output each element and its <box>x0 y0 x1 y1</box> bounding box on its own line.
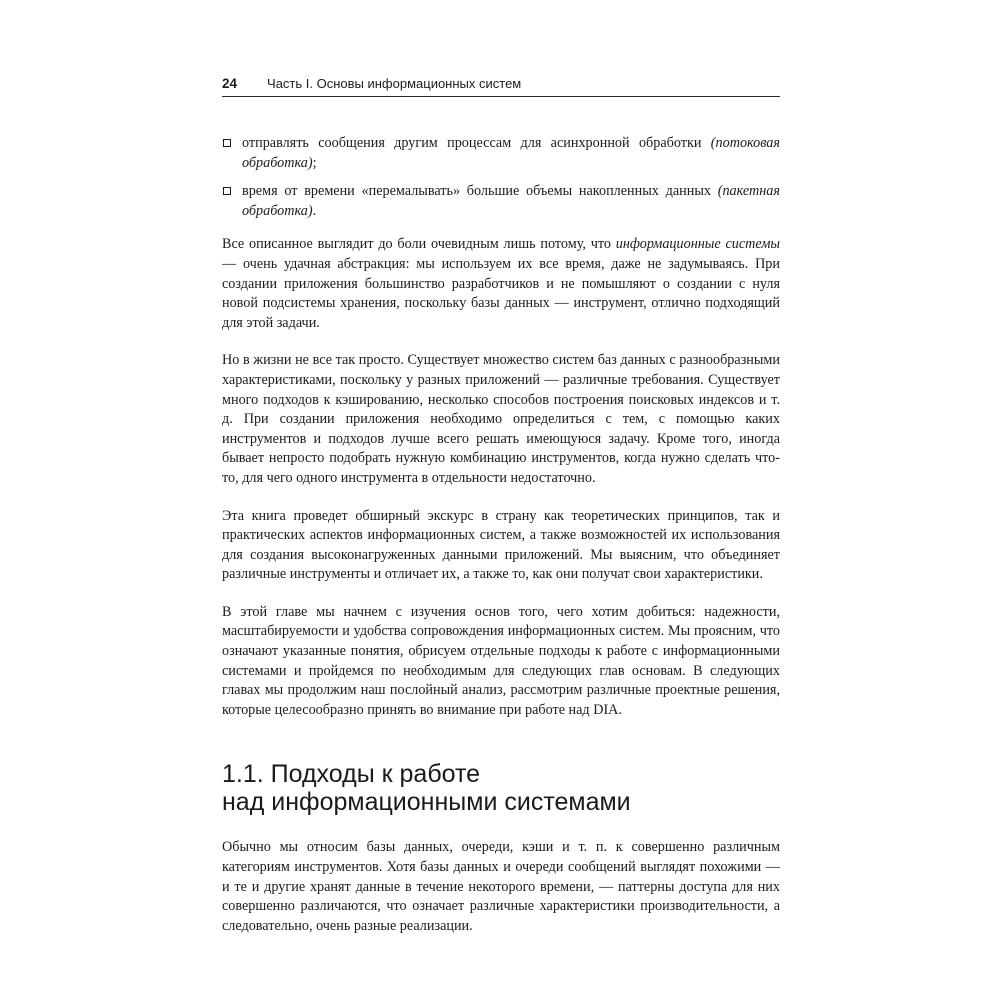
page-number: 24 <box>222 76 238 91</box>
bullet-text: время от времени «перемалывать» большие объемы накопленных данных <box>242 183 718 200</box>
section-heading <box>222 760 780 816</box>
bullet-tail: ; <box>312 154 317 171</box>
list-item <box>222 134 780 173</box>
running-header <box>222 70 780 97</box>
paragraph-1-text-a: Все описанное выглядит до боли очевидным лишь потому, что <box>222 236 616 253</box>
bullet-italic: (пакетная обработка) <box>242 183 780 219</box>
paragraph-1-text-b: — очень удачная абстракция: мы используем их все время, даже не задумываясь. При создании приложения большинство разработчиков и не помышляют о создании с нуля новой подсистемы хранения, поскольку базы данных — инструмент, отлично подходящий для этой задачи. <box>222 255 780 331</box>
section-heading-line-1: 1.1. Подходы к работе <box>222 760 481 789</box>
paragraph-1-emphasis: информационные системы <box>615 236 780 253</box>
book-page <box>222 70 780 954</box>
section-heading-line-2: над информационными системами <box>222 788 631 817</box>
paragraph-2: Но в жизни не все так просто. Существует множество систем баз данных с разнообразными характеристиками, поскольку у разных приложений — различные требования. Существует много подходов к кэшированию, несколько способов построения поисковых индексов и т. д. При создании приложения необходимо определиться с тем, с помощью каких инструментов и подходов лучше всего решать имеющуюся задачу. Кроме того, иногда бывает непросто подобрать нужную комбинацию инструментов, когда нужно сделать что-то, для чего одного инструмента в отдельности недостаточно. <box>222 352 780 486</box>
paragraph-1 <box>222 235 780 333</box>
checkbox-bullet-icon <box>223 139 231 147</box>
paragraph-3: Эта книга проведет обширный экскурс в страну как теоретических принципов, так и практических аспектов информационных систем, а также возможностей их использования для создания высоконагруженных данными приложений. Мы выясним, что объединяет различные инструменты и отличает их, а также то, как они получат свои характеристики. <box>222 507 780 583</box>
page-body <box>222 134 780 936</box>
checkbox-bullet-icon <box>223 187 231 195</box>
bullet-italic: (потоковая обработка) <box>242 135 780 171</box>
bullet-text: отправлять сообщения другим процессам для асинхронной обработки <box>242 135 711 151</box>
paragraph-5: Обычно мы относим базы данных, очереди, кэши и т. п. к совершенно различным категориям инструментов. Хотя базы данных и очереди сообщений выглядят похожими — и те и другие хранят данные в течение некоторого времени, — паттерны доступа для них совершенно различаются, что означает различные характеристики производительности, а следовательно, очень разные реализации. <box>222 839 780 934</box>
paragraph-4: В этой главе мы начнем с изучения основ того, чего хотим добиться: надежности, масштабируемости и удобства сопровождения информационных систем. Мы проясним, что означают указанные понятия, обрисуем отдельные подходы к работе с информационными системами и пройдемся по необходимым для следующих глав основам. В следующих главах мы продолжим наш послойный анализ, рассмотрим различные проектные решения, которые целесообразно принять во внимание при работе над DIA. <box>222 603 780 718</box>
bullet-tail: . <box>312 202 317 219</box>
bullet-list <box>222 134 780 221</box>
list-item <box>222 182 780 221</box>
running-title: Часть I. Основы информационных систем <box>267 76 522 91</box>
